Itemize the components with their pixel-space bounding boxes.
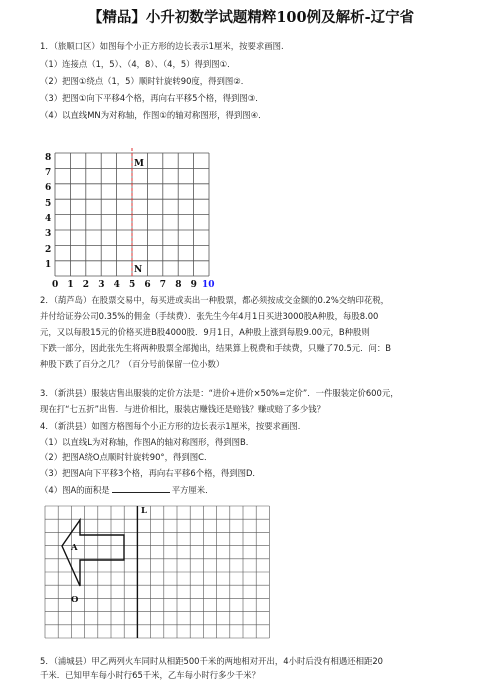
y-label-4: 4 xyxy=(45,214,52,224)
x-label-7: 7 xyxy=(159,280,167,288)
q4-line-2: （1）以直线L为对称轴，作图A的轴对称图形，得到图B． xyxy=(40,437,255,447)
q2-line-1: 2．（葫芦岛）在股票交易中，每买进或卖出一种股票，都必须按成交金额的0.2%交纳印花税， xyxy=(40,295,390,305)
y-label-2: 2 xyxy=(45,245,52,255)
answer-blank xyxy=(112,484,170,493)
q1-stem: 1．（旅顺口区）如图每个小正方形的边长表示1厘米，按要求画图. xyxy=(40,41,284,51)
q4-line-5 xyxy=(40,484,214,496)
q4-line-1: 4．（新洪县）如图方格图每个小正方形的边长表示1厘米，按要求画图． xyxy=(40,421,307,431)
x-label-6: 6 xyxy=(144,280,151,288)
y-label-1: 1 xyxy=(45,260,52,270)
q1-item-2: （2）把图①绕点（1，5）顺时针旋转90度，得到图②． xyxy=(40,76,250,86)
q4-area-prefix: （4）图A的面积是 xyxy=(40,485,110,495)
document-title: 【精品】小升初数学试题精粹100例及解析-辽宁省 xyxy=(87,9,415,26)
x-label-5: 5 xyxy=(129,280,136,288)
q2-line-2: 并付给证券公司0.35%的佣金（手续费）．张先生今年4月1日买进3000股A种股，每股8.00 xyxy=(40,311,379,321)
label-m: M xyxy=(134,159,144,169)
x-label-9: 9 xyxy=(190,280,197,288)
y-label-7: 7 xyxy=(45,168,52,178)
q5-line-1: 5．（浦城县）甲乙两列火车同时从相距500千米的两地相对开出，4小时后没有相遇还相距20 xyxy=(40,656,383,666)
q4-line-3: （2）把图A绕O点顺时针旋转90°，得到图C． xyxy=(40,452,213,462)
q1-coordinate-grid xyxy=(40,148,220,288)
x-label-4: 4 xyxy=(113,280,120,288)
x-label-2: 2 xyxy=(82,280,90,288)
x-label-0: 0 xyxy=(52,280,59,288)
q1-item-4: （4）以直线MN为对称轴，作图①的轴对称图形，得到图④． xyxy=(40,110,267,120)
y-label-6: 6 xyxy=(45,183,52,193)
q5-line-2: 千米．已知甲车每小时行65千米，乙车每小时行多少千米？ xyxy=(40,670,261,680)
q3-line-1: 3．（新洪县）服装店售出服装的定价方法是：“进价+进价×50%=定价”．一件服装定价600元， xyxy=(40,388,399,398)
y-label-8: 8 xyxy=(45,153,52,163)
y-label-5: 5 xyxy=(45,199,52,209)
label-l: L xyxy=(141,506,147,516)
q1-item-3: （3）把图①向下平移4个格，再向右平移5个格，得到图③． xyxy=(40,93,264,103)
q4-square-grid xyxy=(40,500,286,644)
q4-area-suffix: 平方厘米． xyxy=(171,485,214,495)
q2-line-3: 元，又以每股15元的价格买进B股4000股．9月1日，A种股上涨到每股9.00元，B种股则 xyxy=(40,327,370,337)
label-a: A xyxy=(71,543,78,553)
x-label-8: 8 xyxy=(175,280,182,288)
y-label-3: 3 xyxy=(45,229,52,239)
x-label-1: 1 xyxy=(67,280,74,288)
label-o: O xyxy=(71,595,79,605)
x-label-10: 10 xyxy=(202,280,215,288)
x-label-3: 3 xyxy=(98,280,105,288)
q3-line-2: 现在打“七五折”出售．与进价相比，服装店赚钱还是赔钱？赚或赔了多少钱？ xyxy=(40,404,326,414)
q1-item-1: （1）连接点（1，5）、（4，8）、（4，5）得到图①． xyxy=(40,59,236,69)
q4-line-4: （3）把图A向下平移3个格，再向右平移6个格，得到图D． xyxy=(40,468,261,478)
label-n: N xyxy=(134,265,143,275)
q2-line-5: 种股下跌了百分之几？（百分号前保留一位小数） xyxy=(40,359,225,369)
q2-line-4: 下跌一部分，因此张先生将两种股票全部抛出，结果算上税费和手续费，只赚了70.5元．问：B xyxy=(40,343,392,353)
